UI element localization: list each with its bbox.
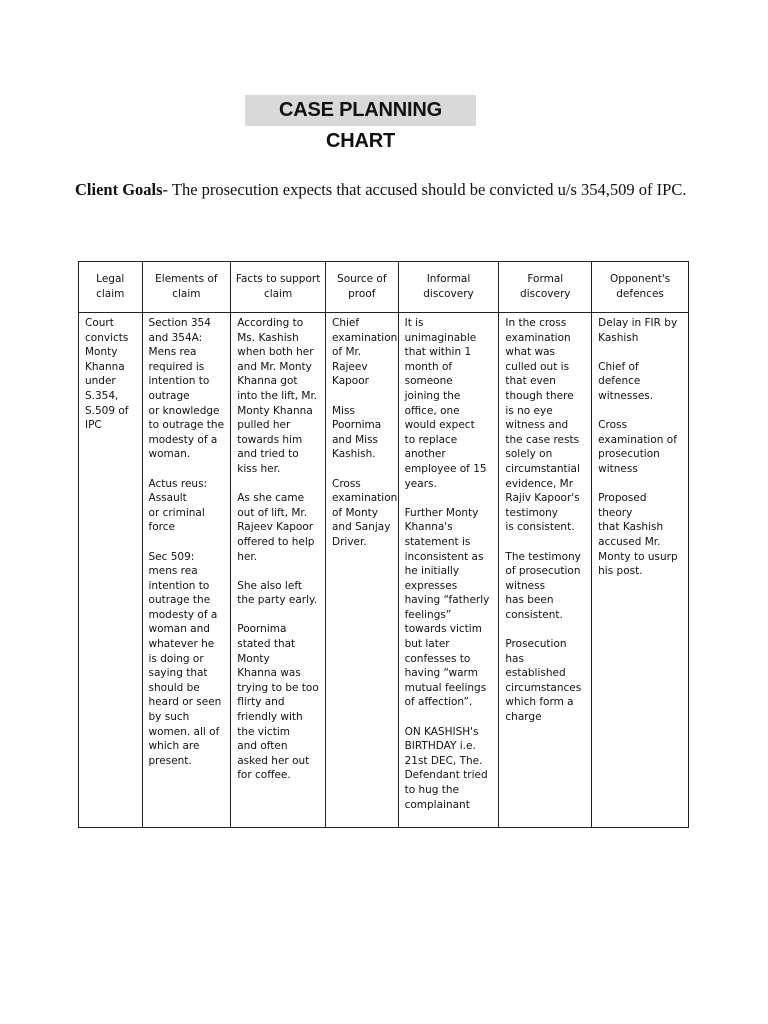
cell-paragraph: Cross examination of Monty and Sanjay Driver. <box>332 477 398 548</box>
cell-paragraph: ON KASHISH's BIRTHDAY i.e. 21st DEC, The. Defendant tried to hug the complainant <box>404 725 488 811</box>
cell-legal-claim <box>79 313 143 828</box>
cell-paragraph: Sec 509: mens rea intention to outrage the modesty of a woman and whatever he is doing or saying that should be heard or seen by such women. all of which are present. <box>148 550 222 767</box>
cell-paragraph: Section 354 and 354A: Mens rea required is intention to outrage or knowledge to outrage the modesty of a woman. <box>148 317 225 461</box>
cell-paragraph: Proposed theory that Kashish accused Mr. Monty to usurp his post. <box>598 492 678 578</box>
cell-paragraph: The testimony of prosecution witness has been consistent. <box>505 550 581 621</box>
cell-paragraph: Chief examination of Mr. Rajeev Kapoor <box>332 317 398 388</box>
cell-paragraph: Delay in FIR by Kashish <box>598 317 678 344</box>
header-source-of-proof: Source of proof <box>326 262 399 313</box>
cell-paragraph: Further Monty Khanna's statement is inconsistent as he initially expresses having “fatherly feelings” towards victim but later confesses to having “warm mutual feelings of affection”. <box>404 506 490 709</box>
header-row <box>79 262 689 313</box>
cell-paragraph: Cross examination of prosecution witness <box>598 419 677 475</box>
cell-formal-discovery <box>499 313 592 828</box>
header-informal-discovery: Informal discovery <box>398 262 499 313</box>
cell-opponents-defences <box>592 313 689 828</box>
cell-paragraph: Prosecution has established circumstances which form a charge <box>505 638 582 724</box>
cell-source-of-proof <box>326 313 399 828</box>
cell-paragraph: Actus reus: Assault or criminal force <box>148 477 208 534</box>
header-legal-claim: Legal claim <box>79 262 143 313</box>
cell-paragraph: Court convicts Monty Khanna under S.354, S.509 of IPC <box>85 317 129 432</box>
cell-paragraph: She also left the party early. <box>237 579 318 607</box>
cell-paragraph: According to Ms. Kashish when both her and Mr. Monty Khanna got into the lift, Mr. Monty Khanna pulled her towards him and tried to kiss her. <box>237 317 318 475</box>
cell-paragraph: Miss Poornima and Miss Kashish. <box>332 404 382 461</box>
client-goals-text: - The prosecution expects that accused should be convicted u/s 354,509 of IPC. <box>162 180 687 199</box>
case-planning-table <box>78 261 689 828</box>
cell-paragraph: It is unimaginable that within 1 month of someone joining the office, one would expect to replace another employee of 15 years. <box>404 317 487 490</box>
client-goals <box>75 180 715 200</box>
cell-facts-to-support-claim <box>231 313 326 828</box>
cell-informal-discovery <box>398 313 499 828</box>
header-elements-of-claim: Elements of claim <box>142 262 231 313</box>
client-goals-label: Client Goals <box>75 180 163 199</box>
page-title: CASE PLANNING CHART <box>245 95 476 126</box>
header-opponents-defences: Opponent's defences <box>592 262 689 313</box>
cell-paragraph: Poornima stated that Monty Khanna was trying to be too flirty and friendly with the victim and often asked her out for coffee. <box>237 623 319 782</box>
table-row <box>79 313 689 828</box>
cell-elements-of-claim <box>142 313 231 828</box>
header-formal-discovery: Formal discovery <box>499 262 592 313</box>
header-facts-to-support-claim: Facts to support claim <box>231 262 326 313</box>
cell-paragraph: Chief of defence witnesses. <box>598 360 654 402</box>
cell-paragraph: In the cross examination what was culled out is that even though there is no eye witness and the case rests solely on circumstantial evidence, Mr Rajiv Kapoor's testimony is consistent. <box>505 317 580 534</box>
cell-paragraph: As she came out of lift, Mr. Rajeev Kapoor offered to help her. <box>237 492 315 563</box>
